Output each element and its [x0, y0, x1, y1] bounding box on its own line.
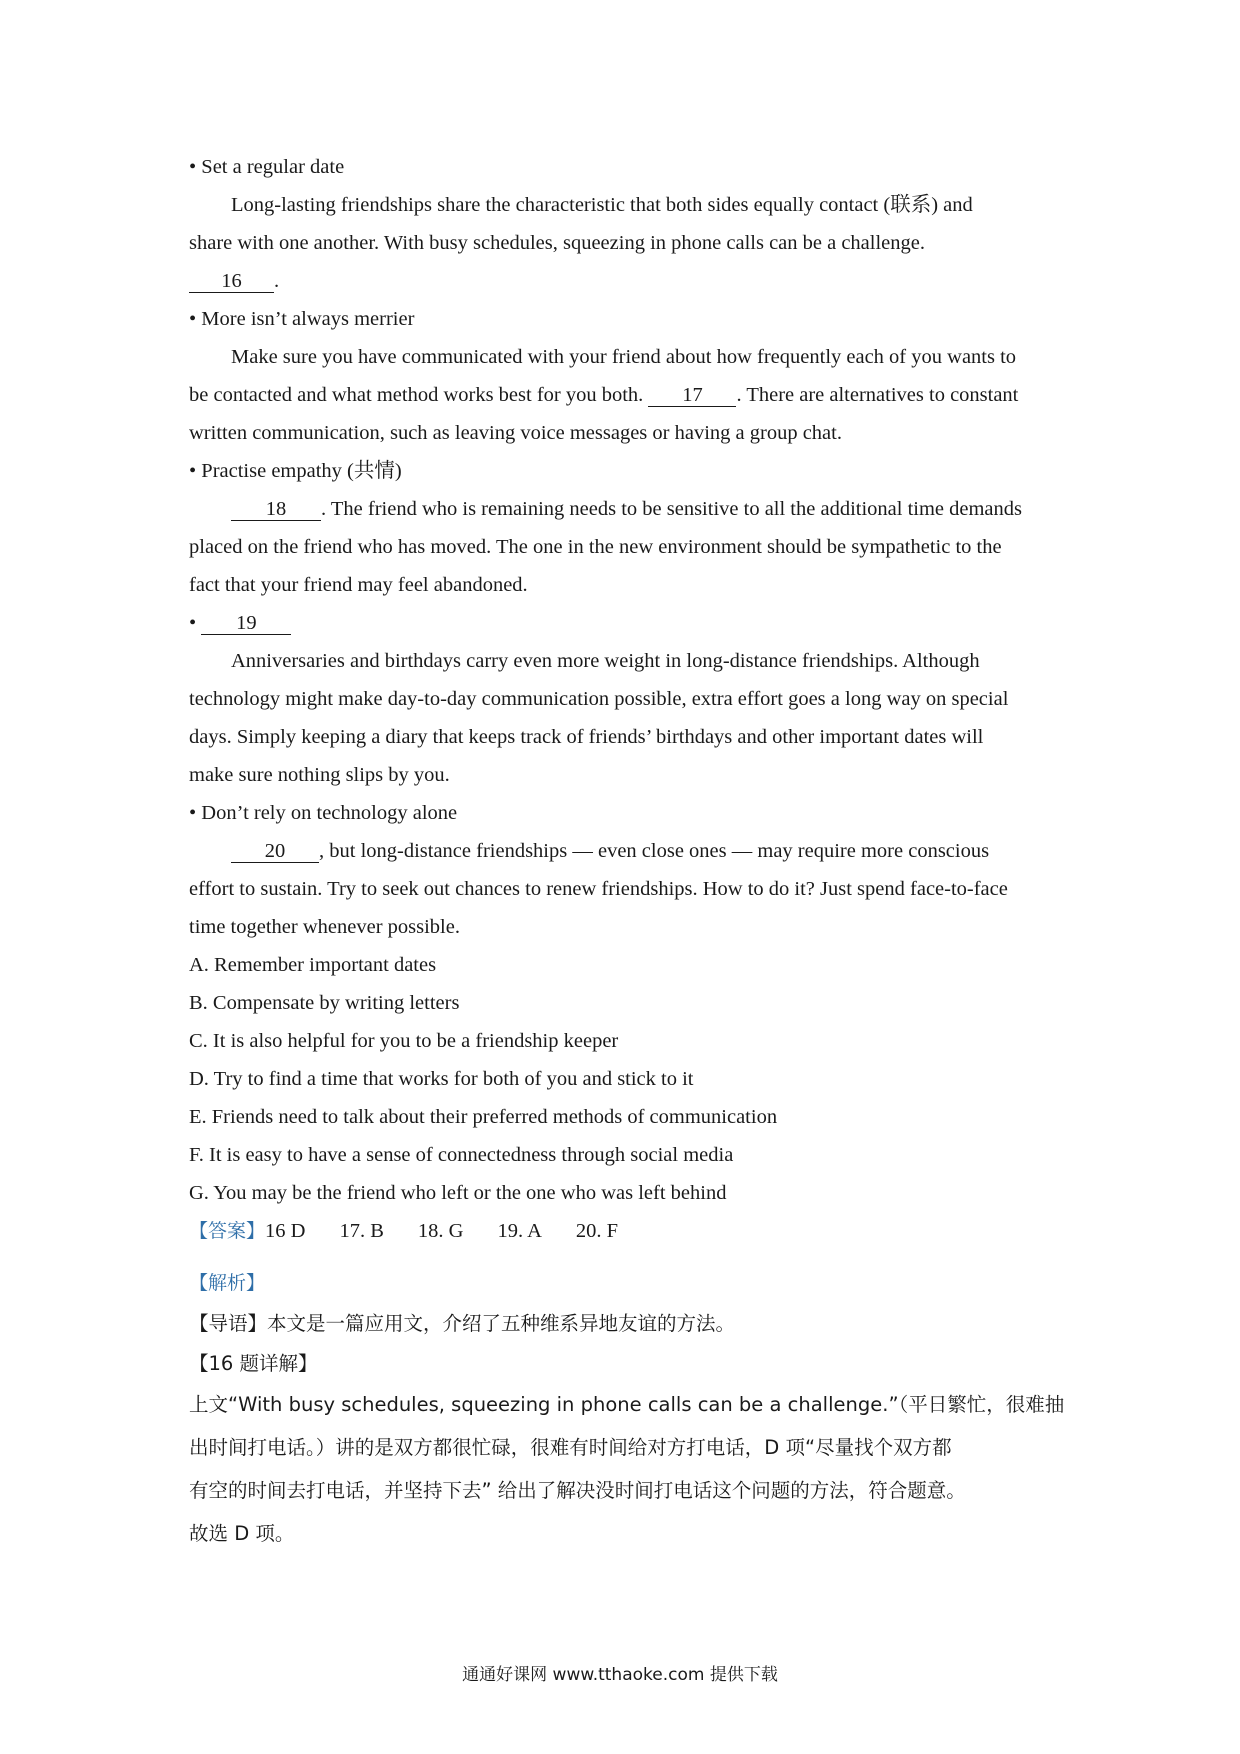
answer-key — [189, 1212, 1069, 1250]
paragraph-line: technology might make day-to-day communication possible, extra effort goes a long way on special — [189, 688, 1009, 710]
q16-explanation-line: 故选 D 项。 — [189, 1522, 295, 1545]
option-g: G. You may be the friend who left or the one who was left behind — [189, 1182, 727, 1204]
paragraph-line: Make sure you have communicated with your friend about how frequently each of you wants to — [231, 346, 1017, 368]
option-e: E. Friends need to talk about their preferred methods of communication — [189, 1106, 778, 1128]
paragraph-text: . There are alternatives to constant — [736, 384, 1019, 406]
answer-tag: 【答案】 — [189, 1220, 266, 1242]
paragraph-line: effort to sustain. Try to seek out chances to renew friendships. How to do it? Just spend face-to-face — [189, 878, 1008, 900]
blank-18: 18 — [231, 498, 321, 521]
q16-title: 【16 题详解】 — [189, 1352, 318, 1375]
heading-set-regular-date: • Set a regular date — [189, 156, 345, 178]
paragraph-line: Anniversaries and birthdays carry even more weight in long-distance friendships. Although — [231, 650, 980, 672]
answer-20: 20. F — [575, 1220, 619, 1242]
paragraph-line: written communication, such as leaving voice messages or having a group chat. — [189, 422, 842, 444]
paragraph-text: . The friend who is remaining needs to be sensitive to all the additional time demands — [321, 498, 1023, 520]
paragraph-line: Long-lasting friendships share the characteristic that both sides equally contact (联系) and — [231, 194, 973, 216]
paragraph-line — [189, 376, 1069, 414]
blank-17: 17 — [648, 384, 736, 407]
heading-more-isnt-merrier: • More isn’t always merrier — [189, 308, 415, 330]
option-f: F. It is easy to have a sense of connectedness through social media — [189, 1144, 734, 1166]
option-d: D. Try to find a time that works for both of you and stick to it — [189, 1068, 694, 1090]
paragraph-line: make sure nothing slips by you. — [189, 764, 450, 786]
analysis-tag: 【解析】 — [189, 1272, 266, 1294]
paragraph-line — [189, 832, 1069, 870]
paragraph-line — [189, 490, 1069, 528]
bullet: • — [189, 612, 197, 634]
paragraph-line: placed on the friend who has moved. The one in the new environment should be sympathetic to the — [189, 536, 1002, 558]
blank-16: 16 — [189, 270, 274, 293]
option-b: B. Compensate by writing letters — [189, 992, 460, 1014]
analysis-intro: 【导语】本文是一篇应用文，介绍了五种维系异地友谊的方法。 — [189, 1312, 736, 1335]
paragraph-line: days. Simply keeping a diary that keeps track of friends’ birthdays and other important dates will — [189, 726, 984, 748]
answer-16: 16 D — [265, 1220, 306, 1242]
option-c: C. It is also helpful for you to be a friendship keeper — [189, 1030, 619, 1052]
paragraph-line: time together whenever possible. — [189, 916, 460, 938]
heading-practise-empathy: • Practise empathy (共情) — [189, 460, 402, 482]
q16-explanation-line: 出时间打电话。）讲的是双方都很忙碌，很难有时间给对方打电话，D 项“尽量找个双方都 — [189, 1436, 952, 1459]
paragraph-line: fact that your friend may feel abandoned. — [189, 574, 528, 596]
heading-dont-rely-on-technology: • Don’t rely on technology alone — [189, 802, 458, 824]
heading-blank-19 — [189, 604, 1069, 642]
paragraph-text: , but long-distance friendships — even close ones — may require more conscious — [319, 840, 990, 862]
option-a: A. Remember important dates — [189, 954, 437, 976]
answer-18: 18. G — [417, 1220, 464, 1242]
q16-explanation-line: 有空的时间去打电话，并坚持下去” 给出了解决没时间打电话这个问题的方法，符合题意。 — [189, 1479, 966, 1502]
blank-20: 20 — [231, 840, 319, 863]
footer-watermark: 通通好课网 www.tthaoke.com 提供下载 — [462, 1665, 778, 1685]
blank-16-line: 16 . — [189, 262, 1069, 300]
answer-19: 19. A — [497, 1220, 542, 1242]
paragraph-line: share with one another. With busy schedules, squeezing in phone calls can be a challenge. — [189, 232, 925, 254]
blank-19: 19 — [201, 612, 291, 635]
paragraph-text: be contacted and what method works best for you both. — [189, 384, 644, 406]
q16-explanation-line: 上文“With busy schedules, squeezing in phone calls can be a challenge.”（平日繁忙，很难抽 — [189, 1393, 1065, 1416]
answer-17: 17. B — [339, 1220, 384, 1242]
document-page — [189, 148, 1069, 1555]
